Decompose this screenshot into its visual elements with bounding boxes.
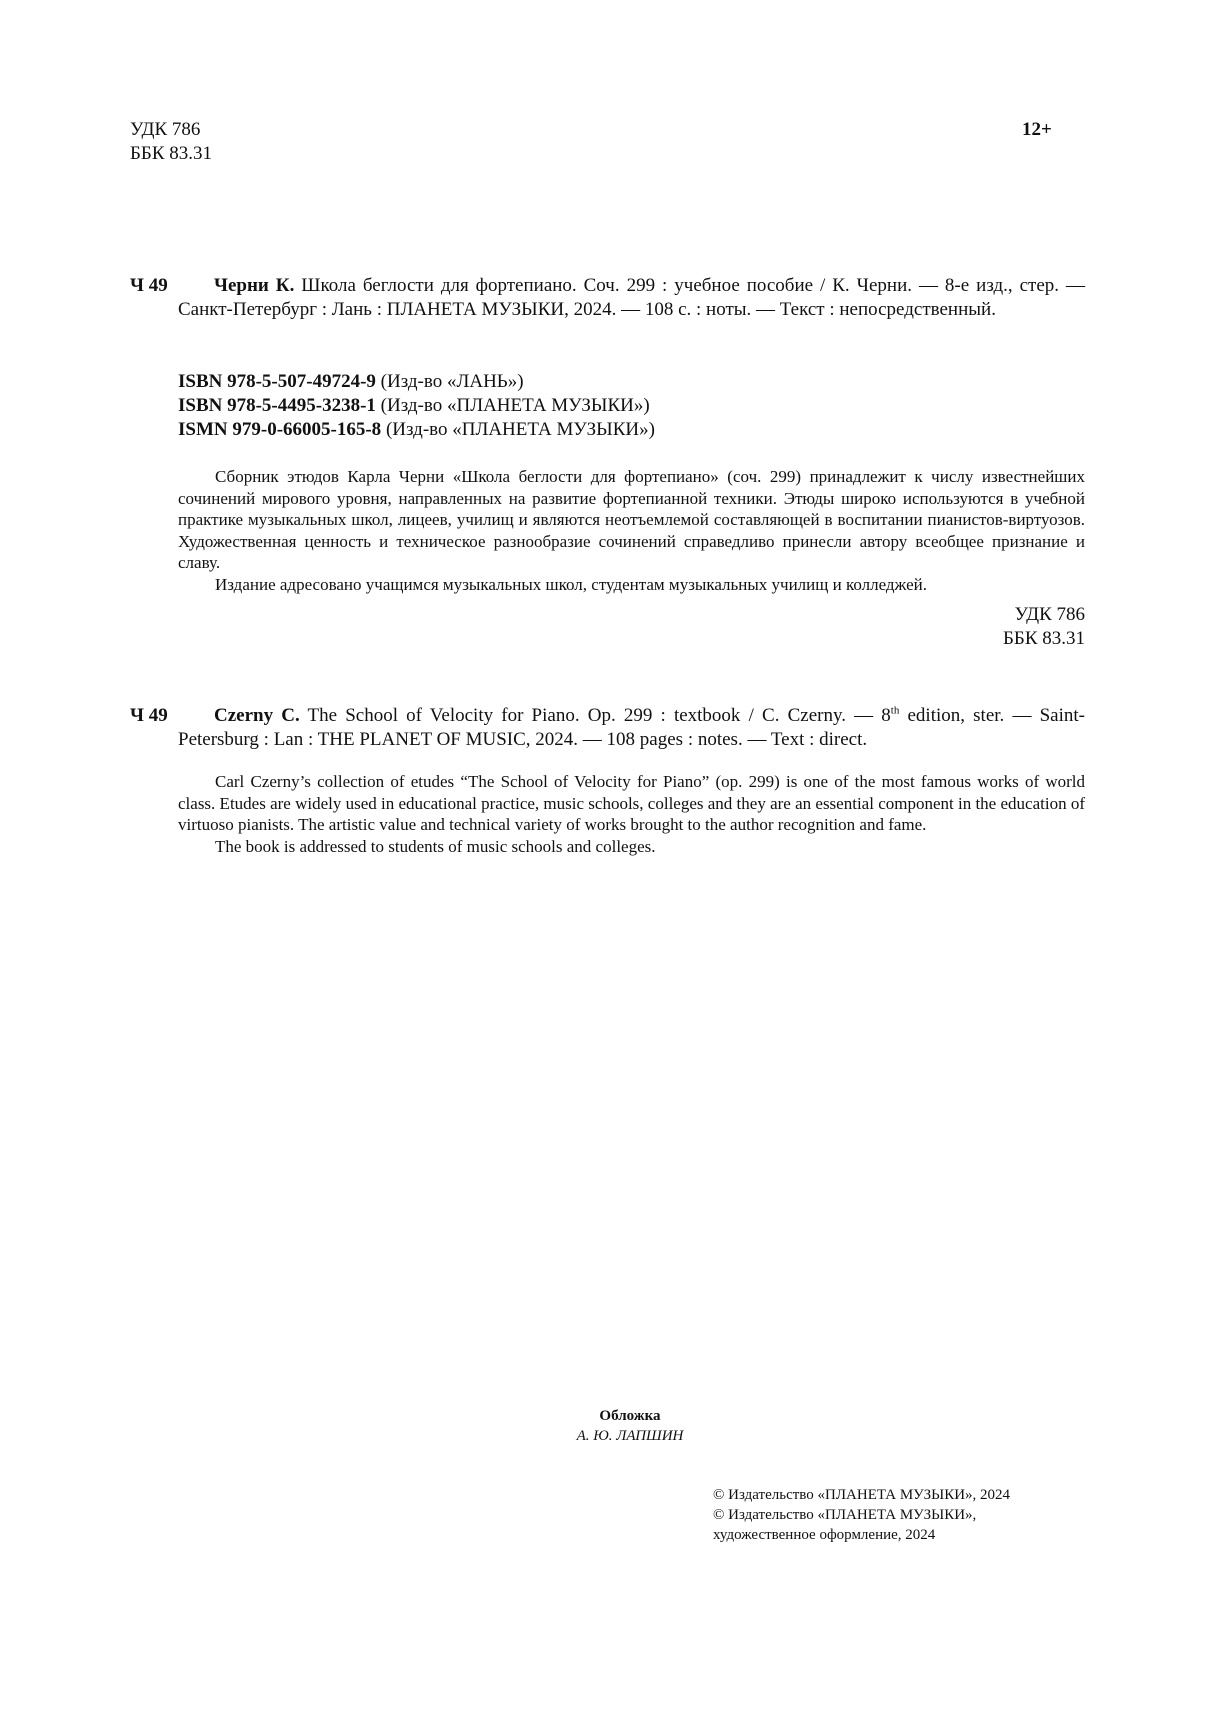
header-bbk: ББК 83.31 (130, 143, 212, 164)
ru-entry-bbk: ББК 83.31 (1003, 628, 1085, 649)
header-udk: УДК 786 (130, 119, 201, 140)
copyright-line: художественное оформление, 2024 (713, 1527, 936, 1543)
en-entry-code: Ч 49 (130, 705, 168, 726)
ru-annotation-paragraph-1: Сборник этюдов Карла Черни «Школа беглости для фортепиано» (соч. 299) принадлежит к числу известнейших сочинений мирового уровня, направленных на развитие фортепианной техники. Этюды широко используются в учебной практике музыкальных школ, лицеев, училищ и являются неотъемлемой составляющей в воспитании пианистов-виртуозов. Художественная ценность и техническое разнообразие сочинений справедливо принесли автору всеобщее признание и славу. (178, 467, 1085, 572)
ru-entry-classification (880, 603, 1085, 651)
en-entry-author: Czerny C. (214, 705, 300, 726)
en-annotation-paragraph-2: The book is addressed to students of music schools and colleges. (215, 836, 656, 856)
isbn-line (178, 394, 655, 418)
ru-isbn-list (178, 370, 655, 442)
ru-entry-text: Школа беглости для фортепиано. Соч. 299 : учебное пособие / К. Черни. — 8-е изд., стер. — Санкт-Петербург : Лань : ПЛАНЕТА МУЗЫКИ, 2024. — 108 с. : ноты. — Текст : непосредственный. (178, 275, 1085, 320)
isbn-publisher: (Изд-во «ПЛАНЕТА МУЗЫКИ») (375, 395, 650, 416)
ru-entry-author: Черни К. (214, 275, 295, 296)
en-annotation (178, 771, 1085, 857)
ru-entry-code: Ч 49 (130, 275, 168, 296)
en-entry-description (178, 704, 1085, 752)
ru-entry-description (178, 274, 1085, 322)
header-classification (130, 118, 212, 166)
en-annotation-paragraph-1: Carl Czerny’s collection of etudes “The School of Velocity for Piano” (op. 299) is one of the most famous works of world class. Etudes are widely used in educational practice, music schools, colleges and they are an essential component in the education of virtuoso pianists. The artistic value and technical variety of works brought to the author recognition and fame. (178, 772, 1085, 834)
ru-entry (178, 274, 1085, 322)
ismn-number: ISMN 979-0-66005-165-8 (178, 419, 382, 440)
en-entry-ordinal-suffix: th (890, 704, 900, 717)
en-entry-text: The School of Velocity for Piano. Op. 299 : textbook / C. Czerny. — 8 (299, 705, 891, 726)
ru-entry-udk: УДК 786 (1014, 604, 1085, 625)
ru-annotation-paragraph-2: Издание адресовано учащимся музыкальных школ, студентам музыкальных училищ и колледжей. (215, 574, 927, 594)
cover-credit (420, 1406, 840, 1446)
ru-annotation (178, 466, 1085, 595)
isbn-line (178, 370, 655, 394)
ismn-publisher: (Изд-во «ПЛАНЕТА МУЗЫКИ») (381, 419, 655, 440)
isbn-number: ISBN 978-5-4495-3238-1 (178, 395, 376, 416)
copyright-block (713, 1485, 1010, 1545)
copyright-line: © Издательство «ПЛАНЕТА МУЗЫКИ», (713, 1507, 977, 1523)
cover-credit-name: А. Ю. ЛАПШИН (576, 1428, 684, 1444)
isbn-publisher: (Изд-во «ЛАНЬ») (375, 371, 524, 392)
copyright-line: © Издательство «ПЛАНЕТА МУЗЫКИ», 2024 (713, 1487, 1011, 1503)
isbn-number: ISBN 978-5-507-49724-9 (178, 371, 376, 392)
en-entry (178, 704, 1085, 752)
age-rating: 12+ (1022, 119, 1052, 140)
en-entry-text-continued: edition, ster. — Saint-Petersburg : Lan : THE PLANET OF MUSIC, 2024. — 108 pages : notes. — Text : direct. (178, 705, 1085, 750)
ismn-line (178, 418, 655, 442)
cover-credit-label: Обложка (599, 1408, 661, 1424)
